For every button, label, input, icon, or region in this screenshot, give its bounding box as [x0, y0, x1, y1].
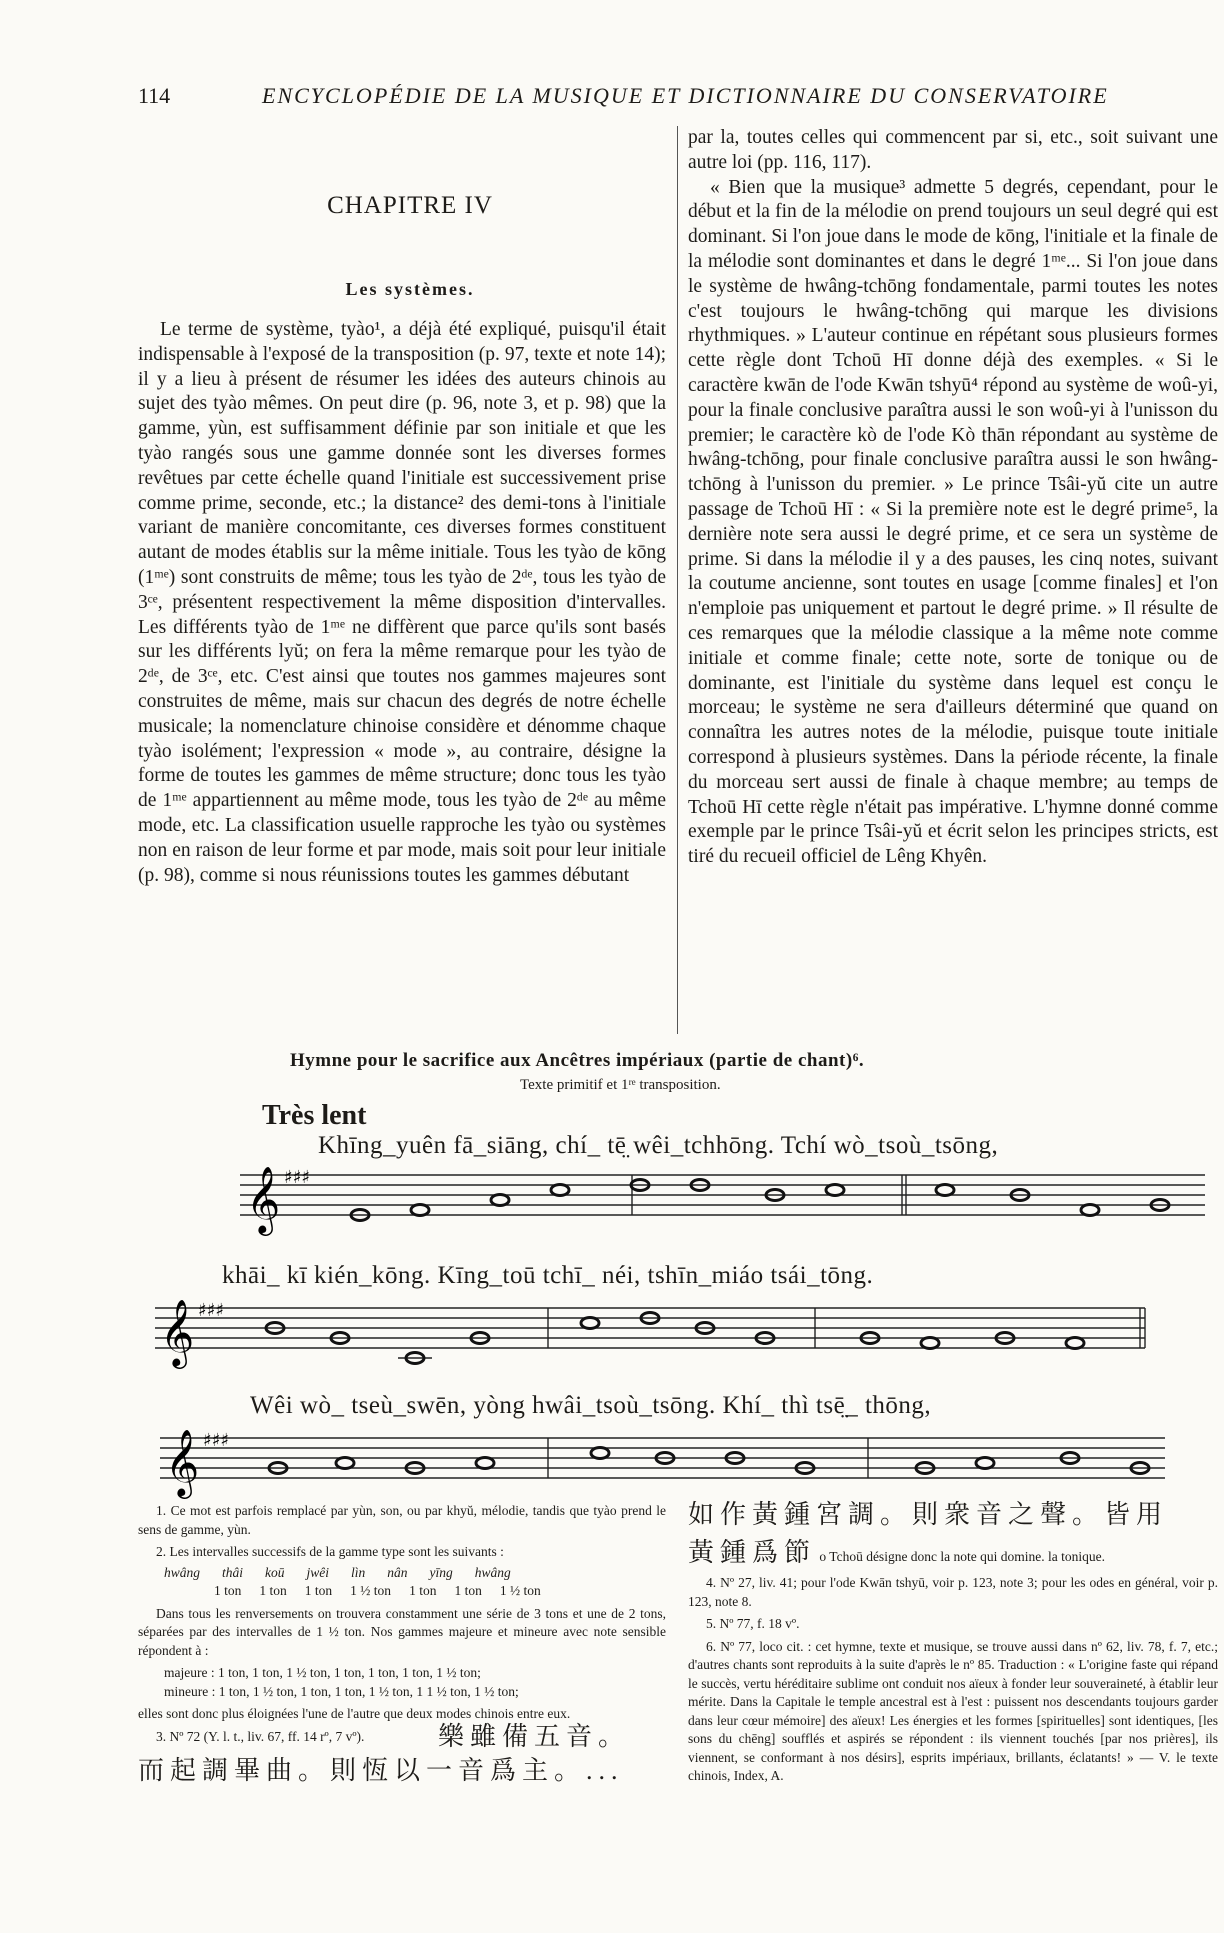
hymn-title: Hymne pour le sacrifice aux Ancêtres impériaux (partie de chant)⁶. [290, 1050, 865, 1071]
section-title: Les systèmes. [345, 279, 475, 299]
interval-name: hwâng [164, 1564, 201, 1580]
column-rule [677, 126, 678, 1034]
treble-clef-icon: 𝄞 [246, 1165, 281, 1233]
music-staff [0, 1165, 1224, 1245]
footnote: 5. Nº 77, f. 18 vº. [706, 1616, 800, 1631]
chinese-text: 如作黃鍾宮調。則衆音之聲。皆用 [688, 1500, 1169, 1529]
key-signature-icon: ♯♯♯ [284, 1167, 311, 1188]
left-paragraph: Le terme de système, tyào¹, a déjà été expliqué, puisqu'il était indispensable à l'exposé de la transposition (p. 97, texte et note 14); il y a lieu à présent de résumer les idées des auteurs chinois au sujet des tyào mêmes. On peut dire (p. 96, note 3, et p. 98) que la gamme, yùn, est suffisamment définie par son initiale et que les tyào rangés sous une gamme donnée sont les diverses formes revêtues par cette échelle quand l'initiale est successivement prise comme prime, seconde, etc.; la distance² des demi-tons à l'initiale variant de manière concomitante, ces diverses formes constituent autant de modes établis sur la même initiale. Tous les tyào de kōng (1ᵐᵉ) sont construits de même; tous les tyào de 2ᵈᵉ, tous les tyào de 3ᶜᵉ, présentent respectivement la même disposition d'intervalles. Les différents tyào de 1ᵐᵉ ne diffèrent que parce qu'ils sont basés sur les différents lyŭ; on fera la même remarque pour les tyào de 2ᵈᵉ, de 3ᶜᵉ, etc. C'est ainsi que toutes nos gammes majeures sont construites de même, mais sur chacun des degrés de notre échelle musicale; la nomenclature chinoise considère et dénomme chaque tyào isolément; l'expression « mode », au contraire, désigne la forme de toutes les gammes de même structure; donc tous les tyào de 1ᵐᵉ appartiennent au même mode, tous les tyào de 2ᵈᵉ au même mode, etc. La classification usuelle rapproche les tyào ou systèmes non en raison de leur forme et par mode, mais soit pour leur initiale (p. 98), comme si nous réunissions toutes les gammes débutant [138, 319, 666, 886]
chinese-text: 而起調畢曲。則恆以一音爲主。... [138, 1756, 624, 1785]
footnote: 4. Nº 27, liv. 41; pour l'ode Kwān tshyū, voir p. 123, note 3; pour les odes en général, voir p. 123, note 8. [688, 1575, 1218, 1609]
footnote: Dans tous les renversements on trouvera constamment une série de 3 tons et une de 2 tons, séparées par des intervalles de 1 ½ ton. Nos gammes majeure et mineure avec note sensible répondent à : [138, 1605, 666, 1658]
interval-names [138, 1564, 666, 1583]
interval-name: lìn [351, 1564, 366, 1580]
left-column [138, 318, 666, 888]
footnotes-right [688, 1536, 1218, 1790]
chapter-title: CHAPITRE IV [327, 192, 493, 219]
right-column [688, 126, 1218, 870]
treble-clef-icon: 𝄞 [165, 1428, 200, 1496]
lyrics-line: Wêi wò_ tseù_swēn, yòng hwâi_tsoù_tsōng. Khí_ thì tsē̤_ thōng, [250, 1392, 932, 1419]
interval-name: thâi [222, 1564, 244, 1580]
scale-majeure: majeure : 1 ton, 1 ton, 1 ½ ton, 1 ton, 1 ton, 1 ton, 1 ½ ton; [164, 1665, 481, 1680]
interval-size: 1 ½ ton [350, 1583, 392, 1598]
footnote [688, 1536, 1218, 1570]
footnote: 3. Nº 72 (Y. l. t., liv. 67, ff. 14 rº, 7 vº). [156, 1728, 365, 1744]
music-staff [0, 1298, 1224, 1378]
footnotes-left [138, 1502, 666, 1788]
running-title: ENCYCLOPÉDIE DE LA MUSIQUE ET DICTIONNAIRE DU CONSERVATOIRE [262, 83, 1109, 108]
interval-size: 1 ton [259, 1583, 287, 1598]
interval-name: hwâng [474, 1564, 511, 1580]
music-staff [0, 1428, 1224, 1508]
interval-name: yīng [429, 1564, 453, 1580]
interval-name: nân [387, 1564, 408, 1580]
tempo-marking: Très lent [262, 1100, 367, 1131]
right-paragraph: par la, toutes celles qui commencent par si, etc., soit suivant une autre loi (pp. 116, 117). [688, 127, 1218, 173]
hymn-subtitle: Texte primitif et 1ʳᵉ transposition. [520, 1077, 721, 1093]
page-number: 114 [138, 83, 171, 108]
interval-size: 1 ton [409, 1583, 437, 1598]
lyrics-line: khāi_ kī kién_kōng. Kīng_toū tchī_ néi, tshīn_miáo tsái_tōng. [222, 1262, 874, 1289]
interval-size: 1 ton [214, 1583, 242, 1598]
footnote: elles sont donc plus éloignées l'une de l'autre que deux modes chinois entre eux. [138, 1706, 571, 1721]
scale-mineure: mineure : 1 ton, 1 ½ ton, 1 ton, 1 ton, 1 ½ ton, 1 1 ½ ton, 1 ½ ton; [164, 1683, 519, 1699]
footnote: 2. Les intervalles successifs de la gamme type sont les suivants : [156, 1544, 504, 1559]
footnote: 6. Nº 77, loco cit. : cet hymne, texte et musique, se trouve aussi dans nº 62, liv. 78, f. 7, etc.; d'autres chants sont reproduits à la suite d'après le nº 85. Traduction : « L'origine faste qui répand le succès, vertu héréditaire sublime ont conduit nos aïeux à fonder leur souveraineté, à établir leur mérite. Dans la Capitale le temple ancestral est à l'est : puissent nos descendants toujours garder dans leur cœur mémoire] des aïeux! Les énergies et les formes [spirituelles] sont identiques, [les sons du chēng] soufflés et aspirés se répondent : ils viennent touchés [par nos prières], ils viennent, se conformant à nos désirs], esprits impériaux, brillants, éclatants! » — V. le texte chinois, Index, A. [688, 1638, 1218, 1783]
key-signature-icon: ♯♯♯ [203, 1430, 230, 1451]
interval-name: koū [265, 1564, 285, 1580]
chinese-text: 黃鍾爲節 [688, 1538, 817, 1567]
footnote-text: o Tchoū désigne donc la note qui domine. la tonique. [819, 1549, 1106, 1564]
interval-sizes [138, 1582, 666, 1601]
footnote: 1. Ce mot est parfois remplacé par yùn, son, ou par khyŭ, mélodie, tandis que tyào prend le sens de gamme, yùn. [138, 1503, 666, 1537]
interval-size: 1 ton [304, 1583, 333, 1598]
key-signature-icon: ♯♯♯ [198, 1300, 225, 1321]
right-paragraph: « Bien que la musique³ admette 5 degrés, cependant, pour le début et la fin de la mélodie on prend toujours un seul degré qui est dominant. Si l'on joue dans le mode de kōng, l'initiale et la finale de la mélodie sont dominantes et dans le degré 1ᵐᵉ... Si l'on joue dans le système de hwâng-tchōng fondamentale, parmi toutes les notes c'est toujours le hwâng-tchōng qui marque les divisions rhythmiques. » L'auteur continue en répétant sous plusieurs formes cette règle dont Tchoū Hī donne déjà des exemples. « Si le caractère kwān de l'ode Kwān tshyū⁴ répond au système de woû-yi, pour la finale conclusive paraîtra aussi le son woû-yi à l'unisson du premier; le caractère kò de l'ode Kò thān répondant au système de hwâng-tchōng, pour finale conclusive paraîtra aussi le son hwâng-tchōng à l'unisson du premier. » Le prince Tsâi-yŭ cite un autre passage de Tchoū Hī : « Si la première note est le degré prime⁵, la dernière note sera aussi le degré prime, et ce sera un système de prime. Si dans la mélodie il y a des pauses, les cinq notes, suivant la coutume ancienne, sont toutes en usage [comme finales] et l'on n'emploie pas uniquement et partout le degré prime. » Il résulte de ces remarques que la mélodie classique a la même note comme initiale et comme finale; cette note, sorte de tonique ou de dominante, est l'initiale du système dans lequel est conçu le morceau; le système ne sera d'ailleurs déterminé que quand on connaîtra les autres notes de la mélodie, puisque toute initiale correspond à plusieurs systèmes. Dans la période récente, la finale du morceau sert aussi de finale à chaque membre; au temps de Tchoū Hī cette règle n'était pas impérative. L'hymne donné comme exemple par le prince Tsâi-yŭ et écrit selon les principes stricts, est tiré du recueil officiel de Lêng Khyên. [688, 176, 1218, 868]
interval-size: 1 ton [454, 1583, 482, 1598]
chinese-text: 樂雖備五音。 [438, 1722, 631, 1751]
interval-name: jwêi [306, 1564, 330, 1580]
lyrics-line: Khīng_yuên fā_siāng, chí_ tē̤ wêi_tchhōng. Tchí wò_tsoù_tsōng, [318, 1132, 999, 1159]
interval-size: 1 ½ ton [499, 1583, 541, 1598]
treble-clef-icon: 𝄞 [160, 1298, 195, 1366]
